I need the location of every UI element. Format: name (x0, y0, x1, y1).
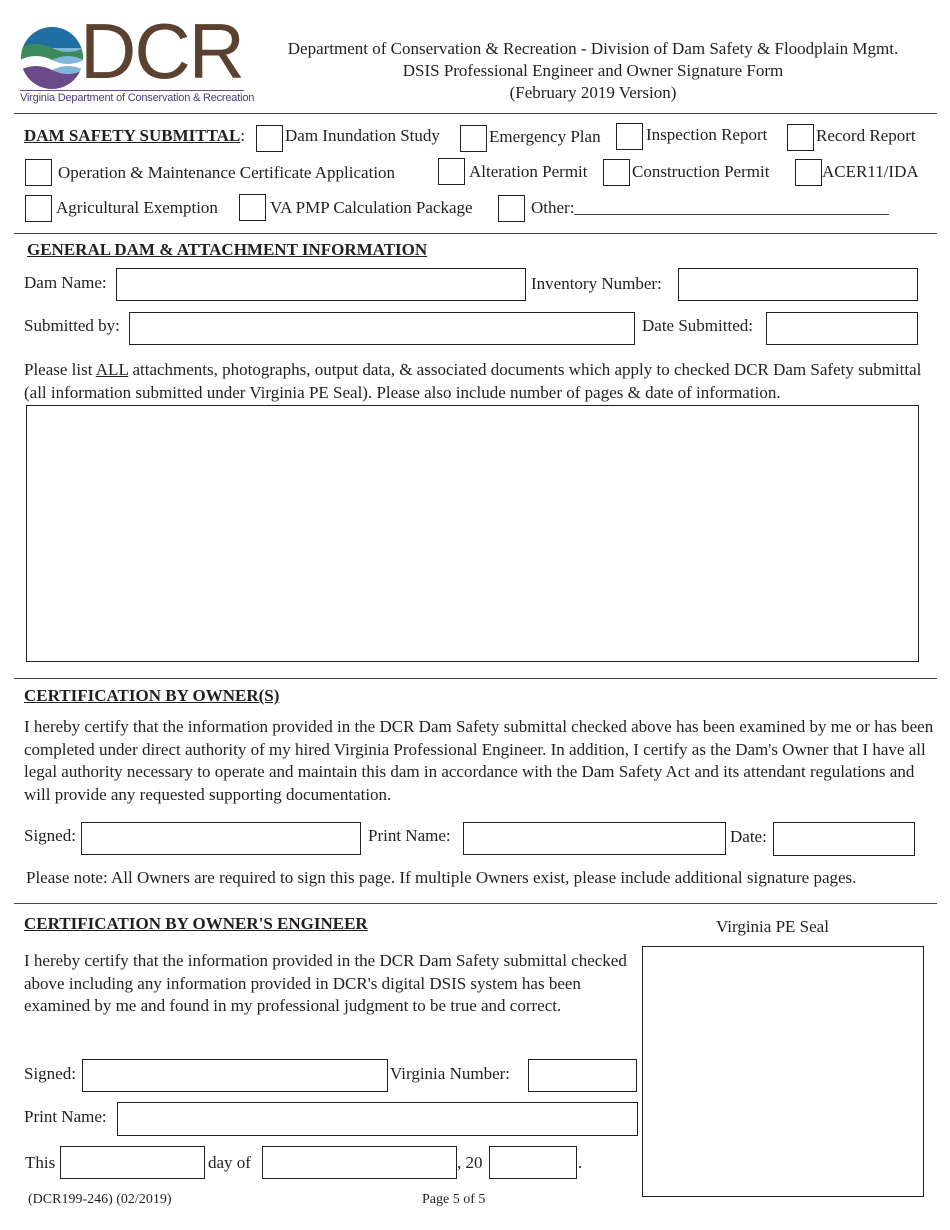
dam-name-field[interactable] (116, 268, 526, 301)
owner-print-name-label: Print Name: (368, 826, 451, 845)
owner-date-label: Date: (730, 827, 767, 846)
owner-signature-field[interactable] (81, 822, 361, 855)
engineer-signed-label: Signed: (24, 1064, 76, 1083)
header-form-title: DSIS Professional Engineer and Owner Signature Form (402, 61, 784, 80)
logo-tagline: Virginia Department of Conservation & Recreation (20, 92, 255, 104)
engineer-print-name-label: Print Name: (24, 1107, 107, 1126)
submitted-by-field[interactable] (129, 312, 635, 345)
date-submitted-field[interactable] (766, 312, 918, 345)
submittal-heading: DAM SAFETY SUBMITTAL: (24, 126, 246, 145)
day-of-label: day of (208, 1153, 251, 1172)
date-submitted-label: Date Submitted: (642, 316, 753, 335)
checkbox-om-certificate[interactable] (25, 159, 52, 186)
owner-date-field[interactable] (773, 822, 915, 856)
checkbox-construction-permit[interactable] (603, 159, 630, 186)
virginia-number-label: Virginia Number: (390, 1064, 511, 1083)
year-prefix-label: , 20 (457, 1153, 483, 1172)
divider (14, 903, 937, 904)
checkbox-dam-inundation[interactable] (256, 125, 283, 152)
owner-print-name-field[interactable] (463, 822, 726, 855)
dcr-logo (18, 7, 255, 108)
inventory-number-label: Inventory Number: (531, 274, 662, 293)
header-department: Department of Conservation & Recreation - Division of Dam Safety & Floodplain Mgmt. (287, 39, 899, 58)
engineer-certification-heading: CERTIFICATION BY OWNER'S ENGINEER (24, 914, 368, 933)
owner-certification-heading: CERTIFICATION BY OWNER(S) (24, 686, 280, 705)
pe-seal-field[interactable] (642, 946, 924, 1197)
checkbox-agricultural-exemption[interactable] (25, 195, 52, 222)
this-label: This (25, 1153, 56, 1172)
label-other: Other:_____________________________________ (531, 198, 889, 217)
period: . (578, 1153, 583, 1172)
divider (14, 233, 937, 234)
owner-signed-label: Signed: (24, 826, 76, 845)
owner-certification-statement: I hereby certify that the information provided in the DCR Dam Safety submittal checked above has been examined by me or has been completed under direct authority of my hired Virginia Professional Engineer. In addition, I certify as the Dam's Owner that I have all legal authority necessary to operate and maintain this dam in accordance with the Dam Safety Act and its attendant regulations and will provide any requested supporting documentation. (24, 717, 934, 804)
checkbox-record-report[interactable] (787, 124, 814, 151)
form-id: (DCR199-246) (02/2019) (28, 1192, 172, 1207)
engineer-certification-statement: I hereby certify that the information provided in the DCR Dam Safety submittal checked above including any information provided in DCR's digital DSIS system has been examined by me and found in my professional judgment to be true and correct. (24, 951, 627, 1015)
checkbox-other[interactable] (498, 195, 525, 222)
virginia-number-field[interactable] (528, 1059, 637, 1092)
general-heading: GENERAL DAM & ATTACHMENT INFORMATION (27, 240, 428, 259)
owner-note: Please note: All Owners are required to sign this page. If multiple Owners exist, please include additional signature pages. (26, 868, 857, 887)
divider (14, 113, 937, 114)
page-number: Page 5 of 5 (422, 1192, 486, 1207)
checkbox-inspection-report[interactable] (616, 123, 643, 150)
checkbox-va-pmp[interactable] (239, 194, 266, 221)
label-construction-permit: Construction Permit (632, 162, 770, 181)
day-field[interactable] (60, 1146, 205, 1179)
submitted-by-label: Submitted by: (24, 316, 120, 335)
label-va-pmp: VA PMP Calculation Package (270, 198, 473, 217)
attachments-instructions: Please list ALL attachments, photographs, output data, & associated documents which apply to checked DCR Dam Safety submittal (all information submitted under Virginia PE Seal). Please also include number of pages & date of information. (24, 360, 922, 402)
month-field[interactable] (262, 1146, 457, 1179)
checkbox-alteration-permit[interactable] (438, 158, 465, 185)
label-alteration-permit: Alteration Permit (469, 162, 588, 181)
pe-seal-label: Virginia PE Seal (716, 917, 829, 936)
logo-letters: DCR (80, 7, 243, 95)
label-emergency-plan: Emergency Plan (489, 127, 601, 146)
year-field[interactable] (489, 1146, 577, 1179)
divider (14, 678, 937, 679)
checkbox-emergency-plan[interactable] (460, 125, 487, 152)
dcr-wave-emblem-icon (20, 26, 84, 90)
inventory-number-field[interactable] (678, 268, 918, 301)
label-acer: ACER11/IDA (822, 162, 919, 181)
dam-name-label: Dam Name: (24, 273, 107, 292)
attachments-list-field[interactable] (26, 405, 919, 662)
label-record-report: Record Report (816, 126, 916, 145)
header-version: (February 2019 Version) (509, 83, 677, 102)
label-dam-inundation: Dam Inundation Study (285, 126, 440, 145)
engineer-print-name-field[interactable] (117, 1102, 638, 1136)
engineer-signature-field[interactable] (82, 1059, 388, 1092)
label-inspection-report: Inspection Report (646, 125, 768, 144)
label-agricultural-exemption: Agricultural Exemption (56, 198, 218, 217)
form-header (258, 38, 928, 104)
label-om-certificate: Operation & Maintenance Certificate Application (58, 163, 396, 182)
checkbox-acer[interactable] (795, 159, 822, 186)
